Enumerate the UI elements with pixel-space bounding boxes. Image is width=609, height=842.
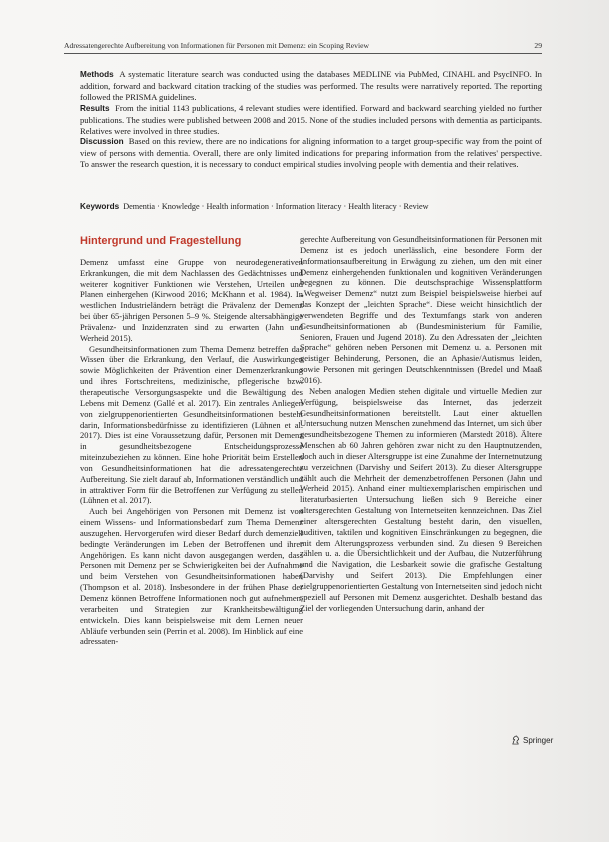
results-text: From the initial 1143 publications, 4 relevant studies were identified. Forward and backward searching yielded no further publications. The studies were published between 2008 and 2015. None of the studies included persons with dementia as participants. Relatives were involved in three studies. bbox=[80, 102, 542, 136]
abstract-methods bbox=[80, 69, 542, 103]
methods-text: A systematic literature search was conducted using the databases MEDLINE via PubMed, CINAHL and PsycINFO. In addition, forward and backward citation tracking of the studies was performed. The results were narratively reported. The reporting followed the PRISMA guidelines. bbox=[80, 69, 542, 102]
abstract-results bbox=[80, 103, 542, 137]
right-column bbox=[300, 234, 542, 614]
abstract-discussion bbox=[80, 136, 542, 170]
paragraph: Auch bei Angehörigen von Personen mit Demenz ist von einem Wissens- und Informationsbedarf zum Thema Demenz auszugehen. Hervorgerufen wird dieser Bedarf durch demenziell bedingte Veränderungen im Leben der Betroffenen und ihrer Angehörigen. Es kann nicht davon ausgegangen werden, dass Personen mit Demenz per se Schwierigkeiten bei der Aufnahme und beim Verstehen von Gesundheitsinformationen haben (Thompson et al. 2018). Insbesondere in der frühen Phase der Demenz können Betroffene Informationen noch gut aufnehmen, verarbeiten und Strategien zur Krankheitsbewältigung entwickeln. Dies kann beispielsweise mit dem Lernen neuer Abläufe verbunden sein (Perrin et al. 2008). Im Hinblick auf eine adressaten- bbox=[80, 506, 303, 647]
left-column bbox=[80, 236, 303, 647]
paragraph: Neben analogen Medien stehen digitale und virtuelle Medien zur Verfügung, beispielsweise das Internet, das jederzeit Gesundheitsinformationen bereitstellt. Laut einer aktuellen Untersuchung nutzen Menschen zunehmend das Internet, um sich über gesundheitsbezogene Themen zu informieren (Marstedt 2018). Ältere Menschen ab 60 Jahren gehören zwar nicht zu den Hauptnutzenden, doch auch in dieser Altersgruppe ist eine Zunahme der Internetnutzung zu verzeichnen (Darvishy und Seifert 2013). Zu dieser Altersgruppe zählt auch die Mehrheit der demenzbetroffenen Personen (Jahn und Werheid 2015). Anhand einer multiexemplarischen empirischen und literaturbasierten Untersuchung ließen sich 9 Bereiche einer altersgerechten Gestaltung von Internetseiten kennzeichnen. Das Ziel einer altersgerechten Gestaltung besteht darin, den visuellen, auditiven, taktilen und kognitiven Einschränkungen zu begegnen, die mit dem Alterungsprozess verbunden sind. Zu diesen 9 Bereichen zählen u. a. die Übersichtlichkeit und der Aufbau, die Nutzerführung und die Navigation, die Lesbarkeit sowie die grafische Gestaltung (Darvishy und Seifert 2013). Die Empfehlungen einer zielgruppenorientierten Gestaltung von Internetseiten sind jedoch nicht speziell auf Personen mit Demenz ausgerichtet. Deshalb bestand das Ziel der vorliegenden Untersuchung darin, anhand der bbox=[300, 385, 542, 613]
publisher-logo bbox=[511, 735, 553, 745]
page-number: 29 bbox=[534, 41, 542, 50]
paragraph: Demenz umfasst eine Gruppe von neurodegenerativen Erkrankungen, die mit dem Nachlassen des Gedächtnisses und weiterer kognitiver Funktionen wie Verstehen, Urteilen und Planen einhergehen (Kirwood 2016; McKhann et al. 1984). In westlichen Industrieländern beträgt die Prävalenz der Demenz bei über 65-jährigen Personen 5–9 %. Steigende altersabhängige Prävalenz- und Inzidenzraten sind zu erwarten (Jahn und Werheid 2015). bbox=[80, 256, 303, 343]
paragraph: gerechte Aufbereitung von Gesundheitsinformationen für Personen mit Demenz ist es jedoch unerlässlich, eine besondere Form der Informationsaufbereitung in Erwägung zu ziehen, um den mit einer Demenz einhergehenden funktionalen und kognitiven Veränderungen begegnen zu können. Die deutschsprachige Wissensplattform „Wegweiser Demenz“ nutzt zum Beispiel beispielsweise hierbei auf das Konzept der „leichten Sprache“. Diese weicht hinsichtlich der verwendeten Begriffe und des Textumfangs stark von anderen Gesundheitsinformationen ab (Bundesministerium für Familie, Senioren, Frauen und Jugend 2018). Zu den Adressaten der „leichten Sprache“ gehören neben Personen mit Demenz u. a. Personen mit geistiger Behinderung, Personen, die an Aphasie/Autismus leiden, sowie Personen mit geringen Deutschkenntnissen (Bredel und Maaß 2016). bbox=[300, 234, 542, 385]
keywords-label: Keywords bbox=[80, 202, 120, 211]
publisher-name: Springer bbox=[523, 735, 554, 745]
keywords-text: Dementia · Knowledge · Health information · Information literacy · Health literacy · Review bbox=[123, 202, 429, 211]
springer-knight-icon bbox=[511, 735, 520, 745]
running-header bbox=[64, 41, 542, 54]
discussion-text: Based on this review, there are no indications for aligning information to a target group-specific way from the point of view of persons with dementia. Overall, there are only limited indications for preparing information from the relatives' perspective. To answer the research question, it is necessary to conduct empirical studies involving people with dementia and their relatives. bbox=[80, 136, 543, 170]
paragraph: Gesundheitsinformationen zum Thema Demenz betreffen das Wissen über die Erkrankung, den Verlauf, die Auswirkungen sowie Möglichkeiten der Prävention einer Demenzerkrankung und ihres Fortschreitens, medizinische, pflegerische bzw. therapeutische Versorgungsaspekte und die Bewältigung des Lebens mit Demenz (Gallé et al. 2017). Ein zentrales Anliegen von zielgruppenorientierten Gesundheitsinformationen besteht darin, Informationsbedürfnisse zu identifizieren (Lühnen et al. 2017). Dies ist eine Voraussetzung dafür, Personen mit Demenz in gesundheitsbezogene Entscheidungsprozesse miteinzubeziehen zu können. Eine hohe Priorität beim Erstellen von Gesundheitsinformationen hat die adressatengerechte Aufbereitung. Sie zielt darauf ab, Informationen verständlich und in attraktiver Form für die Betroffenen zur Verfügung zu stellen (Lühnen et al. 2017). bbox=[80, 343, 303, 506]
results-label: Results bbox=[80, 103, 110, 113]
methods-label: Methods bbox=[80, 70, 114, 79]
running-title: Adressatengerechte Aufbereitung von Informationen für Personen mit Demenz: ein Scoping Review bbox=[64, 41, 369, 50]
discussion-label: Discussion bbox=[80, 137, 124, 147]
section-title: Hintergrund und Fragestellung bbox=[80, 235, 242, 247]
abstract bbox=[80, 69, 542, 170]
keywords bbox=[80, 202, 542, 211]
